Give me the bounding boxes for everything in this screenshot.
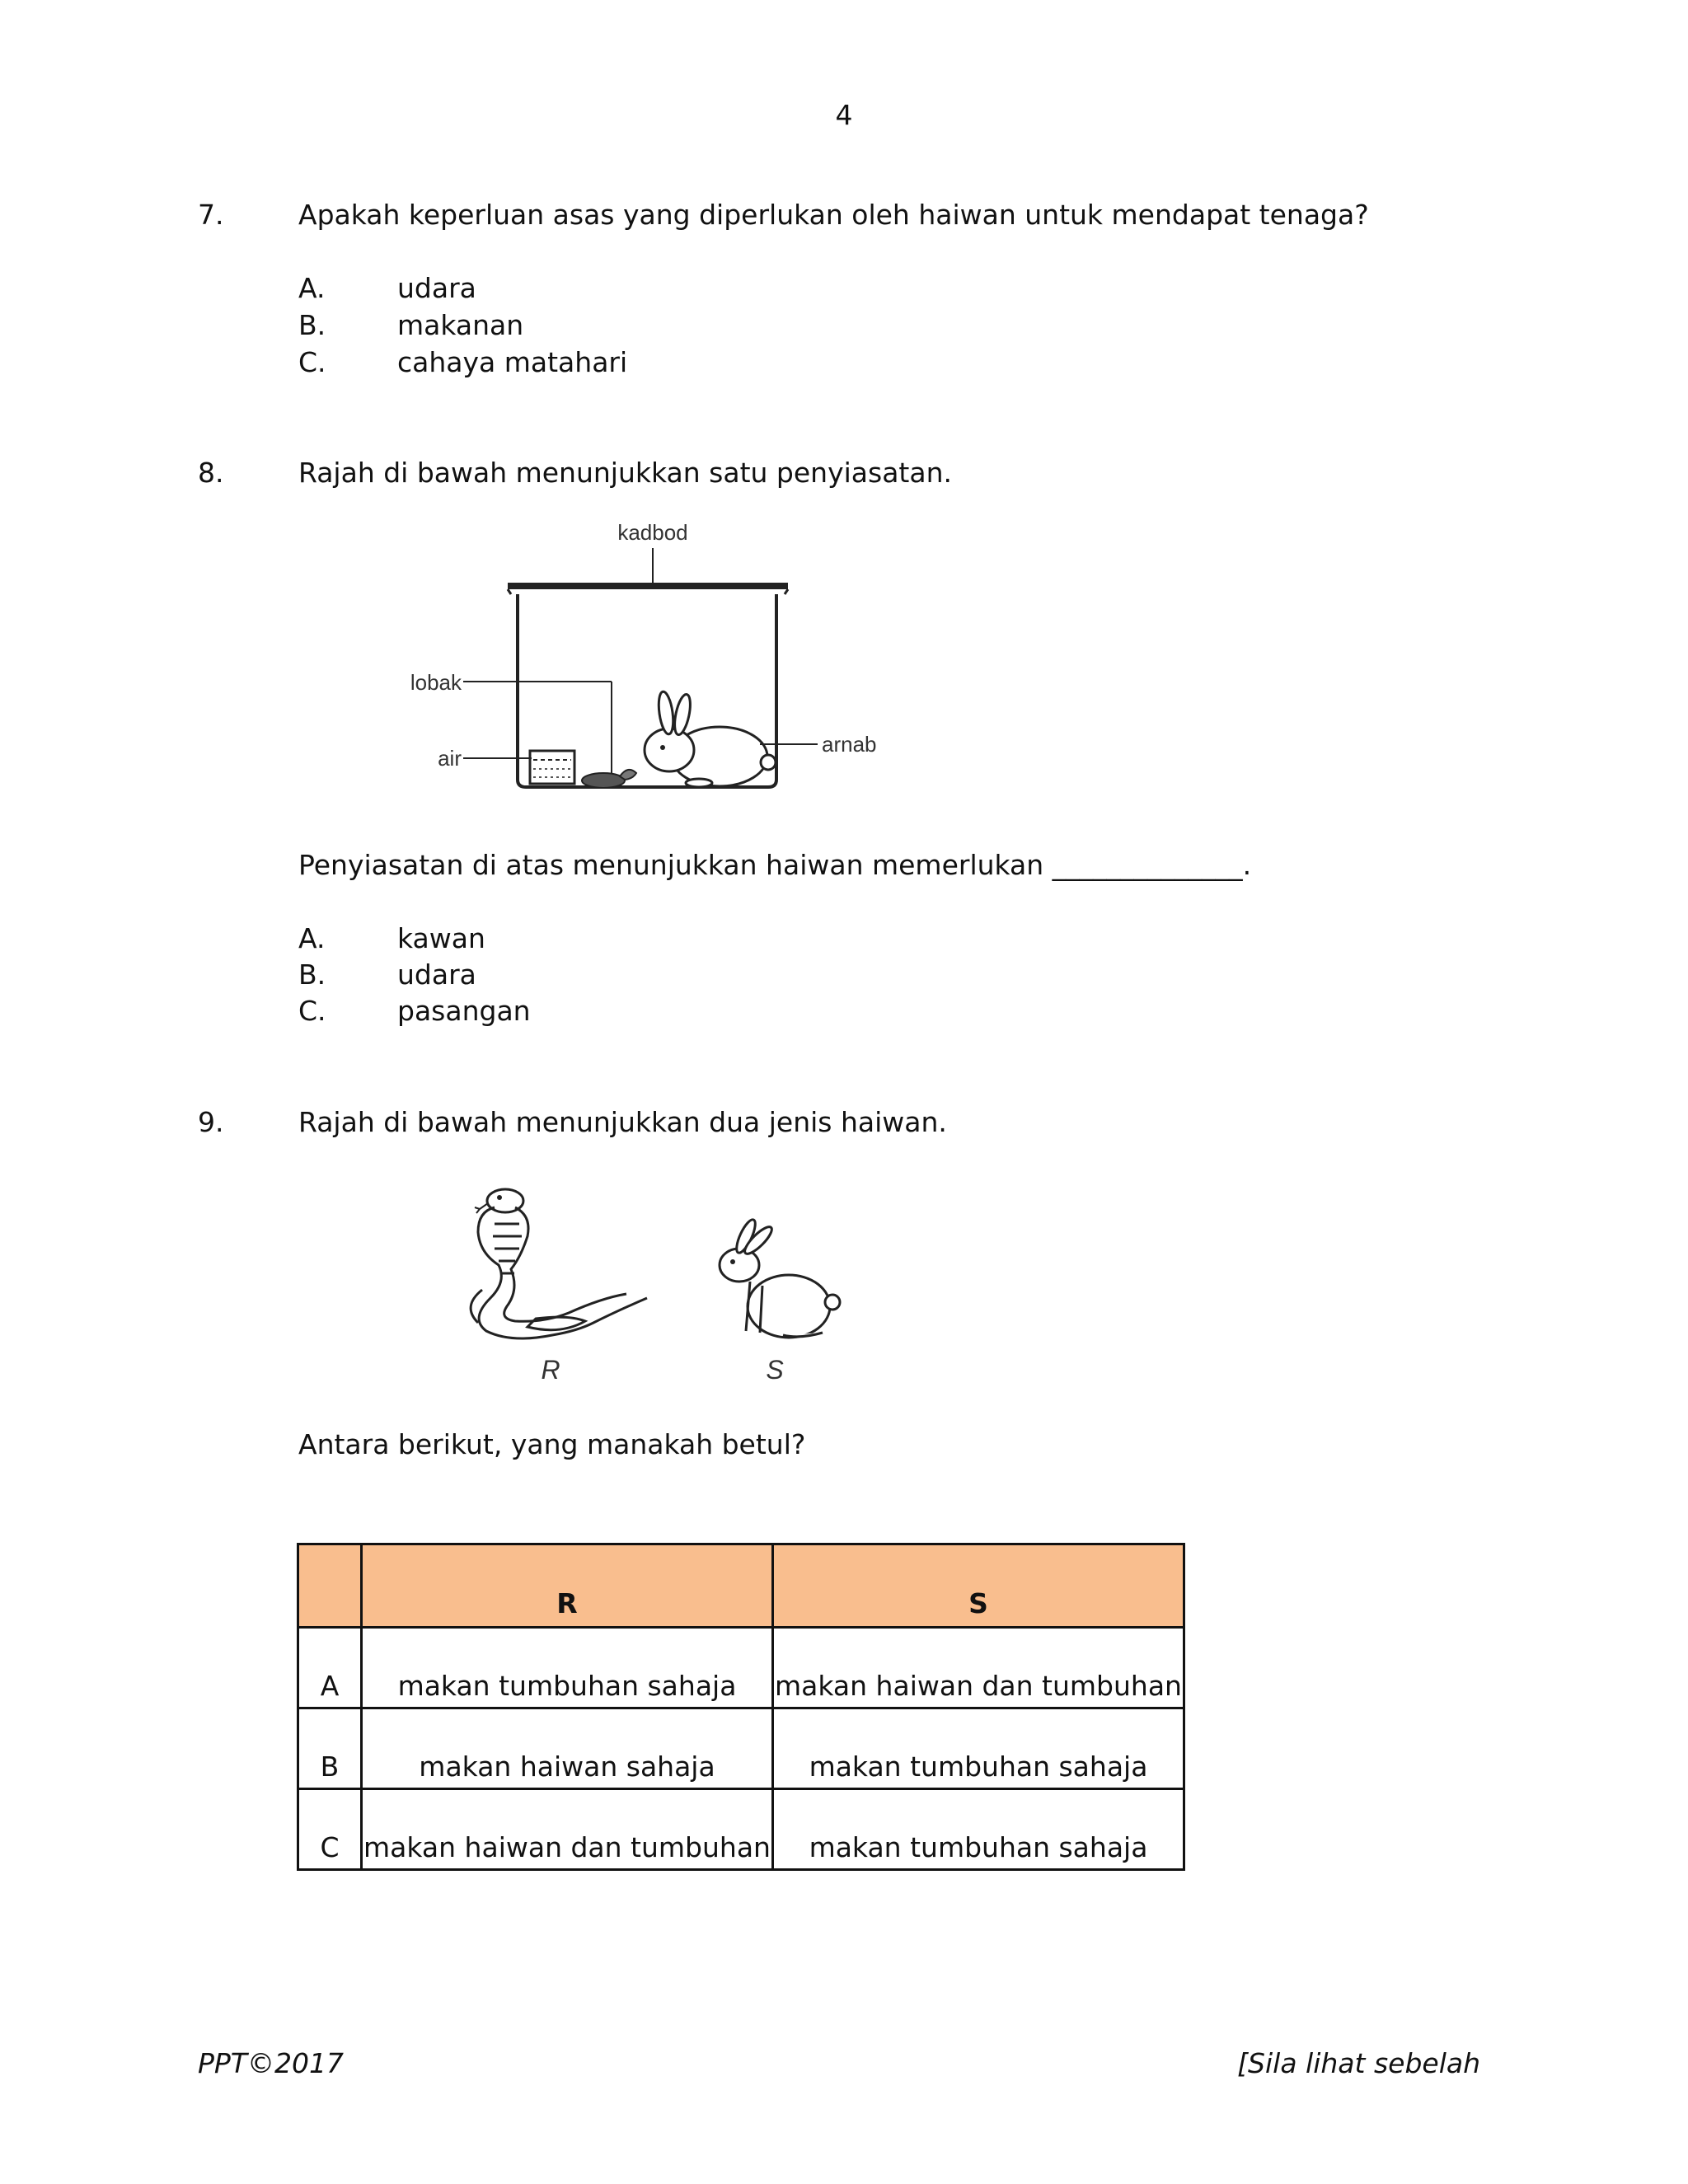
question-8-number: 8. bbox=[198, 457, 224, 489]
q8-option-b-letter: B. bbox=[298, 958, 326, 991]
label-s: S bbox=[766, 1355, 784, 1385]
row-r-cell: makan haiwan sahaja bbox=[362, 1708, 773, 1789]
table-row bbox=[298, 1708, 1184, 1789]
q7-option-c-text: cahaya matahari bbox=[397, 346, 628, 378]
q7-option-a-text: udara bbox=[397, 272, 476, 304]
q8-option-c-text: pasangan bbox=[397, 995, 531, 1027]
page-number: 4 bbox=[835, 99, 853, 131]
row-s-cell: makan haiwan dan tumbuhan bbox=[773, 1628, 1184, 1708]
cardboard-cover bbox=[508, 583, 788, 589]
animals-diagram bbox=[429, 1174, 907, 1389]
question-7-number: 7. bbox=[198, 199, 224, 231]
q8-option-b-text: udara bbox=[397, 958, 476, 991]
footer-next-page: [Sila lihat sebelah bbox=[1237, 2047, 1480, 2079]
row-r-cell: makan tumbuhan sahaja bbox=[362, 1628, 773, 1708]
row-letter: B bbox=[298, 1708, 362, 1789]
label-lobak: lobak bbox=[410, 670, 462, 695]
row-s-cell: makan tumbuhan sahaja bbox=[773, 1789, 1184, 1870]
water-dish bbox=[530, 751, 574, 784]
rabbit-s-drawing bbox=[720, 1217, 840, 1338]
question-9-text: Rajah di bawah menunjukkan dua jenis haiwan. bbox=[298, 1106, 947, 1138]
question-8-statement: Penyiasatan di atas menunjukkan haiwan memerlukan ______________. bbox=[298, 849, 1252, 881]
q8-option-a-text: kawan bbox=[397, 922, 485, 954]
footer-copyright: PPT©2017 bbox=[198, 2047, 344, 2079]
label-r: R bbox=[541, 1355, 560, 1385]
answer-table bbox=[297, 1543, 1185, 1871]
q8-option-c-letter: C. bbox=[298, 995, 326, 1027]
q7-option-a-letter: A. bbox=[298, 272, 326, 304]
label-arnab: arnab bbox=[822, 732, 877, 757]
question-9-prompt: Antara berikut, yang manakah betul? bbox=[298, 1428, 806, 1460]
q7-option-b-text: makanan bbox=[397, 309, 524, 341]
row-letter: A bbox=[298, 1628, 362, 1708]
cobra-drawing bbox=[471, 1189, 647, 1338]
q7-option-b-letter: B. bbox=[298, 309, 326, 341]
table-header-row bbox=[298, 1544, 1184, 1628]
q7-option-c-letter: C. bbox=[298, 346, 326, 378]
table-header-s: S bbox=[773, 1544, 1184, 1628]
question-8-text: Rajah di bawah menunjukkan satu penyiasatan. bbox=[298, 457, 952, 489]
row-r-cell: makan haiwan dan tumbuhan bbox=[362, 1789, 773, 1870]
question-7-text: Apakah keperluan asas yang diperlukan oleh haiwan untuk mendapat tenaga? bbox=[298, 199, 1369, 231]
label-kadbod: kadbod bbox=[617, 520, 688, 545]
label-air: air bbox=[438, 746, 462, 771]
question-9-number: 9. bbox=[198, 1106, 224, 1138]
table-row bbox=[298, 1789, 1184, 1870]
row-s-cell: makan tumbuhan sahaja bbox=[773, 1708, 1184, 1789]
table-row bbox=[298, 1628, 1184, 1708]
investigation-diagram bbox=[387, 511, 898, 799]
table-header-blank bbox=[298, 1544, 362, 1628]
rabbit-drawing bbox=[645, 691, 776, 787]
table-header-r: R bbox=[362, 1544, 773, 1628]
row-letter: C bbox=[298, 1789, 362, 1870]
q8-option-a-letter: A. bbox=[298, 922, 326, 954]
carrot bbox=[582, 770, 636, 788]
